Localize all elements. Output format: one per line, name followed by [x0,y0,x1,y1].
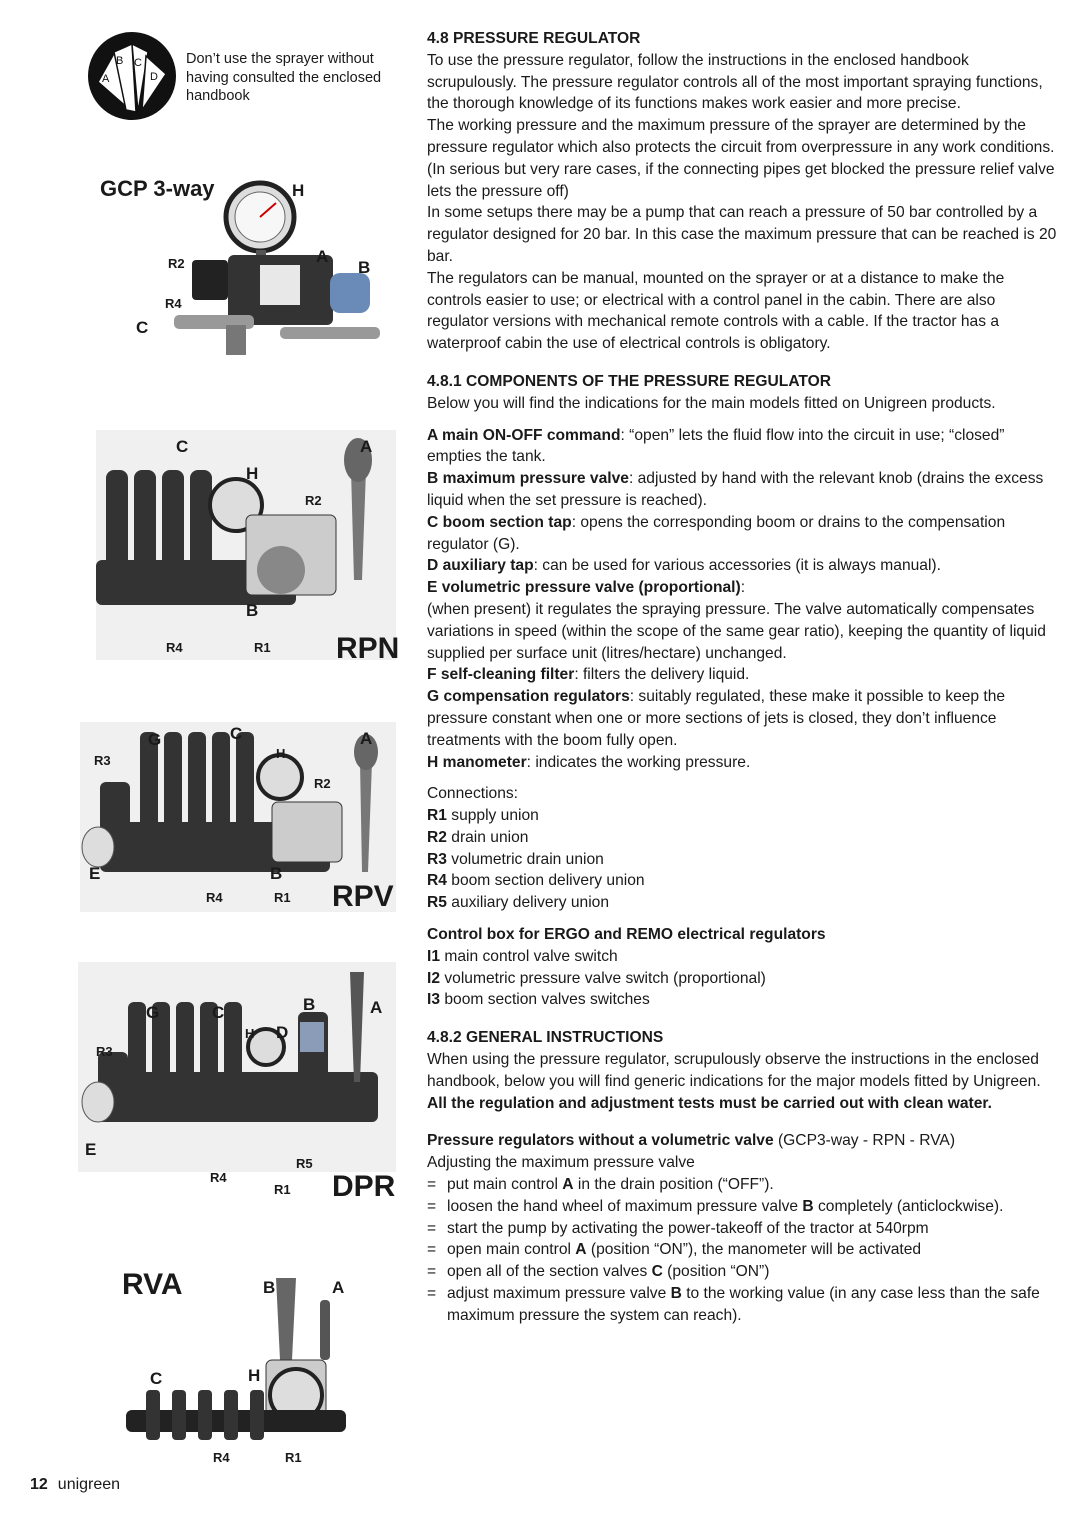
component-item [427,577,1057,599]
connection-item [427,849,1057,871]
label-a: A [332,1278,345,1297]
label-d: D [276,1023,289,1042]
book-letter: D [150,71,158,83]
label-r2: R2 [314,776,331,791]
page-number: 12 [30,1476,48,1493]
label-b: B [263,1278,276,1297]
label-r4: R4 [210,1170,227,1185]
text-span: A main ON-OFF command [427,426,621,444]
label-b: B [246,601,259,620]
label-e: E [85,1140,97,1159]
label-g: G [146,1003,160,1022]
page-footer [30,1476,120,1494]
text-span: : opens the corresponding boom or drains to the compensation regulator (G). [427,513,1006,553]
text-span: C boom section tap [427,513,572,531]
step-item: = open all of the section valves C (position “ON”) [427,1263,770,1281]
label-r5: R5 [296,1156,313,1171]
label-a: A [360,729,373,748]
text-span: C [651,1263,663,1281]
component-item [427,664,1057,686]
text-span: B [802,1197,814,1215]
component-item [427,425,1057,469]
step-item: = loosen the hand wheel of maximum pressure valve B completely (anticlockwise). [427,1197,1004,1215]
book-letter: C [134,57,142,69]
model-name: RPN [336,632,400,665]
paragraph: Below you will find the indications for the main models fitted on Unigreen products. [427,394,996,412]
paragraph: The regulators can be manual, mounted on the sprayer or at a distance to make the controls easier to use; or electrical with a control panel in the cabin. There are also regulator versions with mechanical remote controls with a cable. If the tractor has a waterproof cabin the use of electrical controls is obligatory. [427,269,1005,353]
text-span: loosen the hand wheel of maximum pressure valve [447,1197,803,1215]
text-span: : suitably regulated, these make it possible to keep the pressure constant when one or more sections of jets is closed, they don’t influence treatments with the boom fully open. [427,688,1006,749]
label-r2: R2 [168,256,185,271]
text-span: R3 [427,850,447,868]
label-a: A [360,437,373,456]
text-span: (position “ON”) [662,1263,770,1281]
label-c: C [150,1369,163,1388]
label-b: B [358,258,371,277]
text-span: completely (anticlockwise). [813,1197,1004,1215]
label-a: A [370,998,383,1017]
text-span: drain union [446,828,529,846]
label-r4: R4 [213,1450,230,1465]
label-c: C [176,437,189,456]
switch-item [427,989,1057,1011]
label-h: H [245,1026,255,1041]
text-span: A [562,1176,574,1194]
label-h: H [292,181,305,200]
text-column [427,28,1057,1327]
text-span: I3 [427,991,441,1009]
control-box-heading: Control box for ERGO and REMO electrical regulators [427,926,826,944]
text-span: E volumetric pressure valve (proportional) [427,579,741,597]
handbook-warning-text: Don’t use the sprayer without having consulted the enclosed handbook [186,51,382,104]
figure-column [0,0,410,1528]
label-c: C [212,1003,225,1022]
label-e: E [89,864,101,883]
text-span: : [740,579,746,597]
component-item [427,468,1057,512]
subsection-heading: 4.8.1 COMPONENTS OF THE PRESSURE REGULATOR [427,372,832,390]
text-span: : indicates the working pressure. [526,753,751,771]
paragraph: In some setups there may be a pump that can reach a pressure of 50 bar controlled by a regulator designed for 20 bar. In this case the maximum pressure that can be reached is 20 bar. [427,204,1057,265]
text-span: I1 [427,947,441,965]
label-h: H [248,1366,261,1385]
subsection-heading: 4.8.2 GENERAL INSTRUCTIONS [427,1029,664,1047]
model-name: DPR [332,1170,396,1203]
switch-item [427,968,1057,990]
label-c: C [136,318,149,337]
text-span: D auxiliary tap [427,557,534,575]
text-span: B [670,1285,682,1303]
text-span: : adjusted by hand with the relevant knob (drains the excess liquid when the set pressure is reached). [427,470,1044,509]
component-item [427,555,1057,577]
connection-item [427,892,1057,914]
gcp-title: GCP 3-way [100,176,215,201]
text-span: R2 [427,828,447,846]
text-span: open all of the section valves [447,1263,652,1281]
label-r4: R4 [165,296,182,311]
text-span: G compensation regulators [427,688,630,706]
connection-item [427,827,1057,849]
text-span: adjust maximum pressure valve [447,1285,671,1303]
text-span: main control valve switch [440,947,618,965]
text-span: start the pump by activating the power-takeoff of the tractor at 540rpm [447,1219,929,1237]
label-r3: R3 [96,1044,113,1059]
text-span: H manometer [427,753,527,771]
label-b: B [303,995,316,1014]
book-letter: A [102,73,110,85]
label-r1: R1 [254,640,271,655]
text-span: boom section valves switches [440,991,650,1009]
paragraph: The working pressure and the maximum pressure of the sprayer are determined by the pressure regulator which also protects the circuit from overpressure in any work conditions. (In serious but very rare cases, if the connecting pipes get blocked the pressure relief valve lets the pressure off) [427,117,1055,200]
dpr-regulator-photo [78,962,396,1172]
text-span: boom section delivery union [446,872,645,890]
step-item: = put main control A in the drain position (“OFF”). [427,1176,774,1194]
text-span: I2 [427,969,441,987]
text-span: A [575,1241,587,1259]
handbook-warning-icon [86,30,178,122]
text-span: volumetric drain union [446,850,604,868]
switch-item [427,946,1057,968]
step-item: = start the pump by activating the power-takeoff of the tractor at 540rpm [427,1219,929,1237]
gcp-regulator-photo [130,175,390,370]
text-span: Pressure regulators without a volumetric valve [427,1132,774,1150]
label-g: G [148,730,162,749]
label-c: C [230,724,243,743]
section-heading: 4.8 PRESSURE REGULATOR [427,30,641,47]
label-b: B [270,864,283,883]
connections-label: Connections: [427,785,519,803]
sub-heading [427,1130,1057,1152]
text-span: open main control [447,1241,576,1259]
text-span: put main control [447,1176,563,1194]
rva-regulator-photo [116,1270,352,1460]
label-r1: R1 [274,1182,291,1197]
component-item [427,599,1057,664]
component-item [427,686,1057,751]
text-span: F self-cleaning filter [427,666,575,684]
text-span: R1 [427,807,447,825]
text-span: : “open” lets the fluid flow into the circuit in use; “closed” empties the tank. [427,426,1005,466]
text-span: auxiliary delivery union [446,894,610,912]
model-name: RPV [332,880,394,913]
label-r2: R2 [305,493,322,508]
book-letter: B [116,55,124,67]
text-span: (GCP3-way - RPN - RVA) [773,1132,956,1150]
step-item: = adjust maximum pressure valve B to the working value (in any case less than the safe maximum pressure the system can reach). [427,1285,1040,1324]
connection-item [427,870,1057,892]
text-span: in the drain position (“OFF”). [573,1176,774,1194]
label-r4: R4 [166,640,183,655]
step-item: = open main control A (position “ON”), the manometer will be activated [427,1241,922,1259]
label-r4: R4 [206,890,223,905]
label-a: A [316,247,329,266]
text-span: supply union [446,807,539,825]
paragraph: Adjusting the maximum pressure valve [427,1154,695,1172]
model-name: RVA [122,1268,183,1301]
paragraph: To use the pressure regulator, follow the instructions in the enclosed handbook scrupulously. The pressure regulator controls all of the most important spraying functions, the thorough knowledge of its functions makes work easier and more precise. [427,51,1043,113]
brand-name: unigreen [57,1476,121,1493]
text-span: : filters the delivery liquid. [574,666,750,684]
text-span: B maximum pressure valve [427,470,629,488]
component-item [427,512,1057,556]
component-item [427,752,1057,774]
text-span: (position “ON”), the manometer will be activated [586,1241,922,1259]
connection-item [427,805,1057,827]
text-span: R4 [427,872,447,890]
paragraph: When using the pressure regulator, scrupulously observe the instructions in the enclosed handbook, below you will find generic indications for the major models fitted by Unigreen. [427,1051,1041,1090]
label-r1: R1 [285,1450,302,1465]
text-span: R5 [427,894,447,912]
label-r1: R1 [274,890,291,905]
bold-note: All the regulation and adjustment tests must be carried out with clean water. [427,1094,992,1112]
label-r3: R3 [94,753,111,768]
text-span: : can be used for various accessories (it is always manual). [533,557,941,575]
text-span: to the working value (in any case less than the safe maximum pressure the system can reach). [447,1285,1040,1324]
text-span: (when present) it regulates the spraying pressure. The valve automatically compensates variations in speed (within the scope of the same gear ratio), keeping the quantity of liquid supplied per surface unit (litres/hectare) unchanged. [427,600,1046,662]
label-h: H [246,464,259,483]
text-span: volumetric pressure valve switch (proportional) [440,969,766,987]
label-h: H [276,746,286,761]
